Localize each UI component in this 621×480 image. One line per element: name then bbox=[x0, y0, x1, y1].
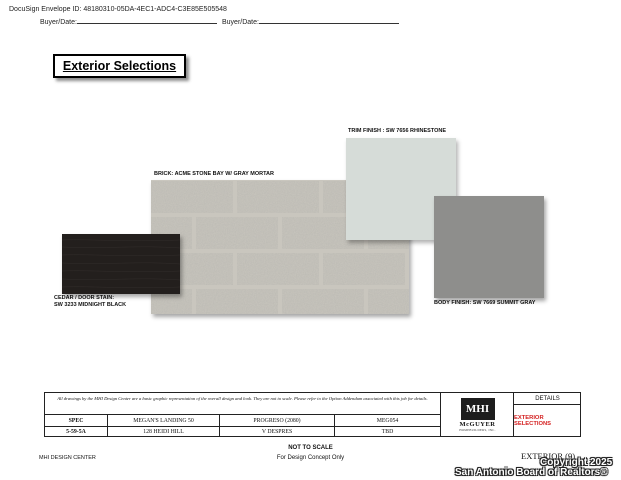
plan-cell: PROGRESO (2080) bbox=[220, 415, 335, 426]
mhi-logo-subtitle: HOMEBUILDERS, INC. bbox=[459, 428, 496, 432]
envelope-id: DocuSign Envelope ID: 48180310-05DA-4EC1-ADC4-C3E85E505548 bbox=[9, 6, 227, 13]
mhi-logo-name: McGUYER bbox=[459, 421, 496, 428]
exterior-page-label: EXTERIOR (9) bbox=[521, 451, 576, 461]
buyer-date-label: Buyer/Date: bbox=[222, 19, 259, 26]
details-header: DETAILS bbox=[514, 393, 581, 405]
brick bbox=[237, 253, 319, 285]
concept-only-note: For Design Concept Only bbox=[276, 455, 345, 461]
cedar-stain-label-line2: SW 3233 MIDNIGHT BLACK bbox=[54, 302, 127, 308]
design-center-label: MHI DESIGN CENTER bbox=[39, 455, 96, 461]
title-block bbox=[44, 392, 581, 437]
brick bbox=[282, 289, 364, 314]
cedar-stain-swatch bbox=[62, 234, 180, 294]
trim-finish-label: TRIM FINISH : SW 7656 RHINESTONE bbox=[348, 128, 446, 134]
body-finish-label: BODY FINISH: SW 7669 SUMMIT GRAY bbox=[434, 300, 536, 306]
disclaimer-text: All drawings by the MHI Design Center are a basic graphic representation of the overall design and look. They are not to scale. Please refer to the Option Addendum associated with this job for details. bbox=[45, 393, 441, 415]
signature-rule bbox=[77, 17, 217, 24]
signature-rule bbox=[259, 17, 399, 24]
cedar-stain-label-line1: CEDAR / DOOR STAIN: bbox=[54, 295, 115, 301]
cedar-stain-label bbox=[54, 295, 126, 309]
mhi-logo-mark: MHI bbox=[461, 398, 495, 420]
buyer-date-line-1 bbox=[40, 17, 217, 26]
community-cell: MEGAN'S LANDING 50 bbox=[108, 415, 220, 426]
designer-cell: V DESPRES bbox=[220, 426, 335, 437]
buyer-date-label: Buyer/Date: bbox=[40, 19, 77, 26]
body-finish-swatch bbox=[434, 196, 544, 298]
page-title: Exterior Selections bbox=[53, 54, 186, 78]
brick bbox=[323, 253, 405, 285]
spec-cell: SPEC bbox=[45, 415, 108, 426]
mhi-logo bbox=[442, 393, 514, 437]
copyright-watermark: Copyright 2025 bbox=[540, 457, 613, 468]
brick bbox=[368, 289, 409, 314]
brick bbox=[237, 181, 319, 213]
details-value: EXTERIOR SELECTIONS bbox=[514, 415, 552, 427]
board-watermark: San Antonio Board of Realtors® bbox=[455, 467, 608, 478]
brick-label: BRICK: ACME STONE BAY W/ GRAY MORTAR bbox=[154, 171, 274, 177]
address-cell: 128 HEIDI HILL bbox=[108, 426, 220, 437]
job-number-cell: MEG054 bbox=[335, 415, 441, 426]
buyer-date-line-2 bbox=[222, 17, 399, 26]
brick bbox=[151, 181, 233, 213]
brick bbox=[196, 217, 278, 249]
cedar-stain-fill bbox=[62, 234, 180, 294]
date-cell: TBD bbox=[335, 426, 441, 437]
lot-cell: 5-59-5A bbox=[45, 426, 108, 437]
brick bbox=[196, 289, 278, 314]
not-to-scale-note: NOT TO SCALE bbox=[288, 445, 333, 451]
